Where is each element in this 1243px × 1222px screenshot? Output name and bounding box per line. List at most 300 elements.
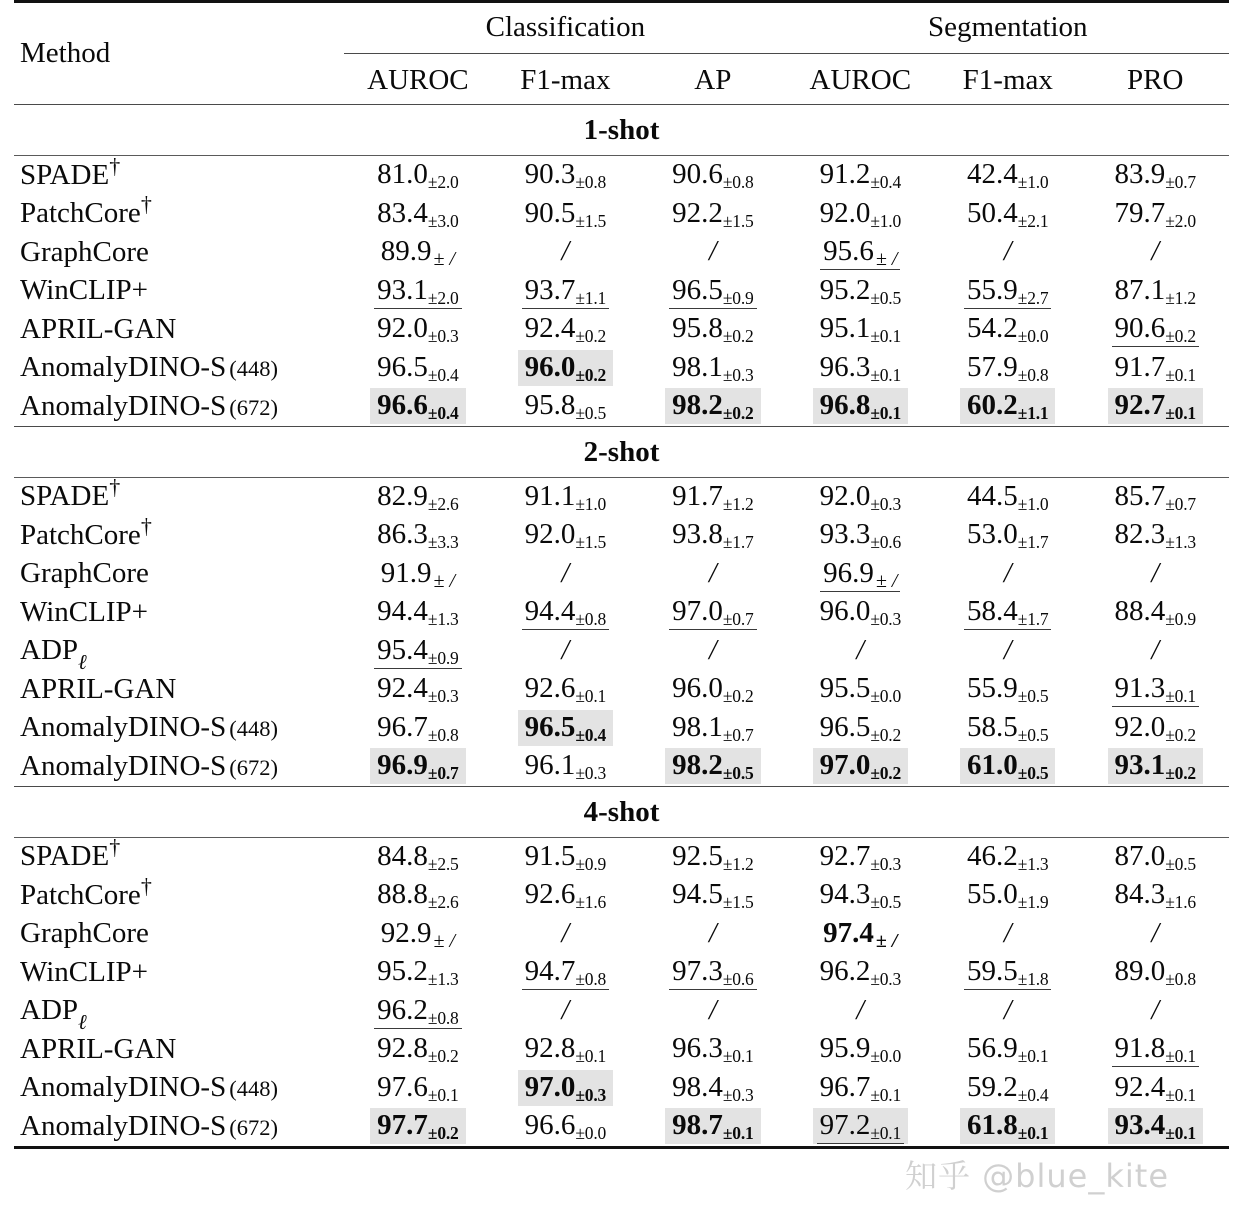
- cell-value: [344, 555, 491, 594]
- method-name: PatchCore†: [20, 873, 152, 911]
- cell-number: 96.3: [672, 1032, 723, 1065]
- cell-value: [639, 670, 786, 709]
- cell-number: 98.2: [672, 749, 723, 782]
- cell-error: ±0.1: [870, 326, 902, 347]
- cell-value: [1082, 632, 1230, 671]
- cell-error: ±0.8: [722, 172, 754, 193]
- na-slash: /: [708, 236, 717, 268]
- cell-error: ±0.1: [427, 1084, 459, 1105]
- cell-number: 55.9: [967, 273, 1018, 306]
- cell-number: 92.4: [524, 312, 576, 345]
- cell-value: [787, 555, 934, 594]
- cell-value: [344, 1030, 491, 1069]
- cell-number: 59.5: [967, 955, 1018, 988]
- cell-error: ±1.9: [1017, 892, 1049, 913]
- cell-value: [1082, 953, 1230, 992]
- table-row: [14, 709, 1229, 748]
- cell-number: 96.5: [524, 710, 576, 743]
- cell-value: [639, 838, 786, 877]
- cell-number: 96.8: [819, 389, 871, 422]
- cell-value: [1082, 555, 1230, 594]
- na-slash: /: [1151, 236, 1160, 268]
- cell-value: [1082, 915, 1230, 954]
- resolution-label: (448): [229, 1076, 278, 1102]
- cell-value: [787, 195, 934, 234]
- cell-number: 95.1: [819, 312, 871, 345]
- cell-number: 91.7: [672, 479, 723, 512]
- cell-value: [344, 915, 491, 954]
- table-row: [14, 670, 1229, 709]
- cell-number: 94.3: [819, 878, 871, 911]
- cell-value: [344, 156, 491, 195]
- cell-number: 98.4: [672, 1070, 723, 1103]
- header-group-1: Segmentation: [928, 10, 1088, 43]
- cell-number: 90.3: [524, 158, 576, 191]
- cell-value: [639, 593, 786, 632]
- table-row: [14, 876, 1229, 915]
- cell-value: [934, 195, 1081, 234]
- cell-number: 92.8: [377, 1032, 428, 1065]
- cell-error: ±1.1: [575, 287, 607, 308]
- cell-error: ±2.0: [1165, 210, 1196, 231]
- table-row: [14, 310, 1229, 349]
- cell-number: 96.6: [377, 389, 428, 422]
- cell-value: [934, 953, 1081, 992]
- na-slash: /: [856, 634, 865, 666]
- cell-error: ±0.8: [575, 969, 607, 990]
- cell-error: ±0.9: [1165, 609, 1196, 630]
- cell-number: 42.4: [967, 158, 1018, 191]
- cell-value: [492, 838, 639, 877]
- table-row: [14, 838, 1229, 877]
- method-name: GraphCore: [20, 235, 149, 268]
- cell-value: [492, 915, 639, 954]
- cell-number: 91.3: [1114, 672, 1166, 705]
- cell-number: 95.8: [524, 389, 576, 422]
- cell-value: [787, 992, 934, 1031]
- cell-value: [344, 992, 491, 1031]
- cell-error: ±0.7: [427, 763, 459, 784]
- cell-number: 86.3: [377, 518, 428, 551]
- cell-number: 97.0: [672, 595, 723, 628]
- resolution-label: (672): [229, 394, 278, 420]
- cell-error: ±0.5: [722, 763, 754, 784]
- header-group-0: Classification: [485, 10, 646, 43]
- cell-number: 97.6: [377, 1070, 428, 1103]
- cell-value: [1082, 349, 1230, 388]
- cell-number: 82.9: [377, 479, 428, 512]
- cell-number: 93.4: [1114, 1109, 1166, 1142]
- na-slash: /: [561, 236, 570, 268]
- cell-value: [492, 632, 639, 671]
- cell-value: [934, 992, 1081, 1031]
- dagger-marker: †: [140, 513, 152, 539]
- method-name: SPADE†: [20, 474, 121, 513]
- cell-error: ±1.3: [1017, 853, 1049, 874]
- table-row: [14, 156, 1229, 195]
- cell-number: 98.1: [672, 350, 723, 383]
- method-name: AnomalyDINO-S (672): [20, 389, 278, 422]
- cell-error: ±0.2: [427, 1046, 459, 1067]
- cell-number: 96.9: [823, 556, 874, 589]
- resolution-label: (448): [229, 356, 278, 382]
- cell-number: 90.6: [1114, 312, 1166, 345]
- method-name: $ADP_\ell$: [20, 634, 87, 675]
- cell-number: 83.9: [1114, 158, 1166, 191]
- cell-number: 92.4: [1114, 1070, 1166, 1103]
- cell-error: ±2.0: [427, 172, 459, 193]
- cell-error: ±0.6: [870, 532, 902, 553]
- na-slash: /: [1003, 557, 1012, 589]
- na-slash: /: [856, 994, 865, 1026]
- method-name: $ADP_\ell$: [20, 994, 87, 1035]
- resolution-label: (448): [229, 716, 278, 742]
- cell-number: 92.2: [672, 196, 723, 229]
- cell-error: ± /: [875, 569, 898, 592]
- cell-value: [787, 915, 934, 954]
- cell-number: 95.8: [672, 312, 723, 345]
- cell-number: 92.7: [819, 839, 871, 872]
- cell-value: [344, 876, 491, 915]
- header-metric-0-2: AP: [694, 63, 732, 96]
- cell-number: 93.7: [524, 273, 576, 306]
- na-slash: /: [1003, 236, 1012, 268]
- cell-number: 98.1: [672, 710, 723, 743]
- section-label: 1-shot: [583, 114, 660, 146]
- cell-value: [639, 876, 786, 915]
- cell-error: ±0.8: [1017, 364, 1049, 385]
- section-header-4-shot: [14, 787, 1229, 838]
- cell-number: 61.8: [967, 1109, 1018, 1142]
- cell-value: [344, 670, 491, 709]
- cell-error: ±0.3: [427, 686, 459, 707]
- cell-value: [787, 387, 934, 426]
- cell-error: ±1.5: [722, 210, 754, 231]
- cell-value: [492, 1069, 639, 1108]
- cell-number: 95.4: [377, 633, 428, 666]
- cell-value: [787, 1107, 934, 1147]
- cell-value: [639, 632, 786, 671]
- cell-error: ±0.5: [1017, 724, 1049, 745]
- cell-error: ±0.1: [870, 403, 902, 424]
- cell-value: [344, 953, 491, 992]
- cell-number: 50.4: [967, 196, 1018, 229]
- cell-number: 83.4: [377, 196, 428, 229]
- cell-error: ±0.5: [1017, 686, 1049, 707]
- cell-value: [1082, 1030, 1230, 1069]
- cell-value: [639, 349, 786, 388]
- cell-value: [934, 747, 1081, 786]
- cell-number: 97.0: [819, 749, 871, 782]
- cell-number: 92.0: [524, 518, 576, 551]
- method-name: AnomalyDINO-S (448): [20, 711, 278, 744]
- cell-error: ±0.3: [722, 1084, 754, 1105]
- na-slash: /: [708, 557, 717, 589]
- section-header-2-shot: [14, 427, 1229, 478]
- cell-error: ±0.5: [870, 892, 902, 913]
- cell-number: 89.0: [1114, 955, 1166, 988]
- cell-value: [934, 310, 1081, 349]
- cell-number: 96.5: [819, 710, 871, 743]
- cell-number: 88.4: [1114, 595, 1166, 628]
- cell-error: ±0.5: [1017, 763, 1049, 784]
- cell-error: ±0.7: [1165, 172, 1196, 193]
- table-row: [14, 915, 1229, 954]
- cell-error: ±0.1: [1017, 1123, 1049, 1144]
- cell-error: ±0.1: [1165, 364, 1196, 385]
- cell-number: 90.6: [672, 158, 723, 191]
- cell-number: 94.5: [672, 878, 723, 911]
- cell-value: [639, 992, 786, 1031]
- cell-error: ± /: [433, 569, 456, 592]
- cell-error: ±0.2: [1165, 763, 1196, 784]
- cell-value: [934, 1030, 1081, 1069]
- cell-value: [934, 838, 1081, 877]
- cell-number: 96.0: [524, 350, 576, 383]
- cell-value: [344, 516, 491, 555]
- cell-error: ±2.6: [427, 493, 459, 514]
- cell-value: [639, 747, 786, 786]
- cell-number: 44.5: [967, 479, 1018, 512]
- cell-value: [344, 349, 491, 388]
- cell-number: 92.6: [524, 672, 576, 705]
- table-row: [14, 1107, 1229, 1147]
- cell-number: 92.0: [377, 312, 428, 345]
- cell-number: 95.9: [819, 1032, 871, 1065]
- cell-number: 87.1: [1114, 273, 1166, 306]
- cell-value: [934, 555, 1081, 594]
- section-label: 2-shot: [583, 435, 660, 468]
- cell-number: 84.3: [1114, 878, 1166, 911]
- na-slash: /: [561, 994, 570, 1026]
- cell-number: 93.1: [377, 273, 428, 306]
- cell-value: [1082, 272, 1230, 311]
- method-name: GraphCore: [20, 557, 149, 590]
- cell-value: [934, 156, 1081, 195]
- cell-number: 88.8: [377, 878, 428, 911]
- cell-error: ±1.3: [1165, 532, 1196, 553]
- cell-error: ±0.1: [1165, 403, 1196, 424]
- na-slash: /: [561, 634, 570, 666]
- cell-value: [1082, 387, 1230, 426]
- cell-number: 54.2: [967, 312, 1018, 345]
- cell-value: [492, 478, 639, 517]
- cell-number: 92.7: [1114, 389, 1166, 422]
- dagger-marker: †: [109, 474, 121, 500]
- cell-number: 57.9: [967, 350, 1018, 383]
- cell-value: [934, 632, 1081, 671]
- cell-error: ±0.2: [1165, 724, 1196, 745]
- cell-number: 61.0: [967, 749, 1018, 782]
- cell-number: 90.5: [524, 196, 576, 229]
- cell-error: ±0.4: [575, 724, 607, 745]
- watermark: 知乎 @blue_kite: [905, 1157, 1170, 1195]
- cell-number: 93.1: [1114, 749, 1166, 782]
- table-row: [14, 478, 1229, 517]
- cell-number: 59.2: [967, 1070, 1018, 1103]
- cell-value: [787, 953, 934, 992]
- cell-number: 98.7: [672, 1109, 723, 1142]
- section-header-1-shot: [14, 105, 1229, 156]
- cell-error: ±0.2: [1165, 326, 1196, 347]
- cell-value: [492, 349, 639, 388]
- cell-value: [1082, 838, 1230, 877]
- cell-error: ±1.6: [1165, 892, 1196, 913]
- cell-error: ±0.8: [575, 609, 607, 630]
- cell-number: 92.0: [1114, 710, 1166, 743]
- cell-value: [492, 233, 639, 272]
- cell-number: 96.6: [524, 1109, 576, 1142]
- cell-value: [492, 747, 639, 786]
- cell-value: [1082, 195, 1230, 234]
- table-row: [14, 349, 1229, 388]
- cell-error: ±0.9: [575, 853, 607, 874]
- cell-value: [787, 310, 934, 349]
- cell-value: [639, 709, 786, 748]
- cell-value: [1082, 1069, 1230, 1108]
- table-row: [14, 555, 1229, 594]
- cell-value: [787, 156, 934, 195]
- cell-error: ±1.1: [1017, 403, 1049, 424]
- cell-number: 96.7: [377, 710, 428, 743]
- cell-value: [787, 747, 934, 786]
- cell-number: 92.6: [524, 878, 576, 911]
- cell-error: ±1.5: [722, 892, 754, 913]
- table-row: [14, 632, 1229, 671]
- cell-value: [344, 195, 491, 234]
- table-row: [14, 747, 1229, 786]
- cell-error: ±0.4: [427, 364, 459, 385]
- cell-error: ±0.1: [1165, 686, 1196, 707]
- cell-error: ±0.3: [427, 326, 459, 347]
- na-slash: /: [1151, 994, 1160, 1026]
- cell-value: [934, 709, 1081, 748]
- cell-value: [1082, 310, 1230, 349]
- cell-value: [344, 747, 491, 786]
- cell-number: 92.0: [819, 479, 871, 512]
- cell-number: 85.7: [1114, 479, 1166, 512]
- cell-number: 91.7: [1114, 350, 1166, 383]
- method-name: AnomalyDINO-S (448): [20, 1071, 278, 1104]
- cell-value: [639, 478, 786, 517]
- cell-value: [934, 233, 1081, 272]
- cell-value: [639, 195, 786, 234]
- na-slash: /: [1151, 557, 1160, 589]
- cell-error: ±1.2: [722, 493, 754, 514]
- method-name: SPADE†: [20, 834, 121, 873]
- cell-error: ±0.1: [722, 1046, 754, 1067]
- cell-value: [787, 478, 934, 517]
- cell-number: 92.0: [819, 196, 871, 229]
- cell-value: [934, 349, 1081, 388]
- cell-value: [492, 516, 639, 555]
- cell-error: ±1.6: [575, 892, 607, 913]
- cell-error: ±0.3: [870, 853, 902, 874]
- cell-error: ±0.3: [575, 1084, 607, 1105]
- cell-error: ±0.3: [575, 763, 607, 784]
- cell-error: ±1.5: [575, 532, 607, 553]
- method-name: WinCLIP+: [20, 274, 148, 307]
- header-metric-0-1: F1-max: [520, 63, 611, 96]
- cell-error: ±0.3: [870, 493, 902, 514]
- cell-error: ±0.7: [1165, 493, 1196, 514]
- cell-error: ±0.4: [427, 403, 459, 424]
- cell-error: ±0.2: [722, 403, 754, 424]
- table-row: [14, 953, 1229, 992]
- cell-error: ±0.4: [1017, 1084, 1049, 1105]
- table-row: [14, 1030, 1229, 1069]
- cell-error: ±0.4: [870, 172, 902, 193]
- cell-error: ±1.2: [1165, 287, 1196, 308]
- cell-value: [787, 516, 934, 555]
- na-slash: /: [1151, 917, 1160, 949]
- method-name: GraphCore: [20, 917, 149, 950]
- cell-number: 97.0: [524, 1070, 576, 1103]
- cell-value: [344, 310, 491, 349]
- cell-value: [492, 709, 639, 748]
- cell-number: 87.0: [1114, 839, 1166, 872]
- cell-number: 92.4: [377, 672, 428, 705]
- table-row: [14, 272, 1229, 311]
- method-name: WinCLIP+: [20, 595, 148, 628]
- cell-number: 93.3: [819, 518, 871, 551]
- cell-value: [1082, 156, 1230, 195]
- cell-number: 96.7: [819, 1070, 871, 1103]
- cell-value: [1082, 876, 1230, 915]
- cell-error: ±0.8: [427, 1007, 459, 1028]
- table-row: [14, 593, 1229, 632]
- na-slash: /: [1151, 634, 1160, 666]
- cell-number: 46.2: [967, 839, 1018, 872]
- cell-value: [787, 233, 934, 272]
- na-slash: /: [708, 917, 717, 949]
- cell-number: 91.1: [524, 479, 576, 512]
- cell-error: ±0.1: [870, 1123, 902, 1144]
- cell-error: ±1.0: [870, 210, 902, 231]
- cell-error: ± /: [875, 929, 898, 952]
- cell-number: 82.3: [1114, 518, 1166, 551]
- dagger-marker: †: [109, 834, 121, 860]
- cell-error: ±1.0: [1017, 172, 1049, 193]
- na-slash: /: [1003, 917, 1012, 949]
- cell-number: 89.9: [380, 235, 432, 268]
- cell-value: [934, 876, 1081, 915]
- cell-value: [639, 310, 786, 349]
- cell-value: [492, 1107, 639, 1147]
- table-row: [14, 516, 1229, 555]
- cell-value: [639, 516, 786, 555]
- cell-error: ±1.3: [427, 969, 459, 990]
- bottom-rule: [14, 1147, 1229, 1149]
- cell-error: ±0.0: [870, 686, 902, 707]
- table-row: [14, 233, 1229, 272]
- ell-subscript: ℓ: [78, 650, 87, 675]
- cell-value: [344, 593, 491, 632]
- cell-number: 81.0: [377, 158, 428, 191]
- cell-number: 97.4: [823, 916, 874, 949]
- cell-value: [492, 992, 639, 1031]
- cell-value: [1082, 233, 1230, 272]
- cell-number: 84.8: [377, 839, 428, 872]
- cell-value: [344, 272, 491, 311]
- cell-error: ±0.5: [1165, 853, 1196, 874]
- cell-number: 93.8: [672, 518, 723, 551]
- cell-value: [787, 1030, 934, 1069]
- cell-value: [787, 709, 934, 748]
- cell-value: [934, 670, 1081, 709]
- cell-number: 95.5: [819, 672, 871, 705]
- method-name: AnomalyDINO-S (672): [20, 749, 278, 782]
